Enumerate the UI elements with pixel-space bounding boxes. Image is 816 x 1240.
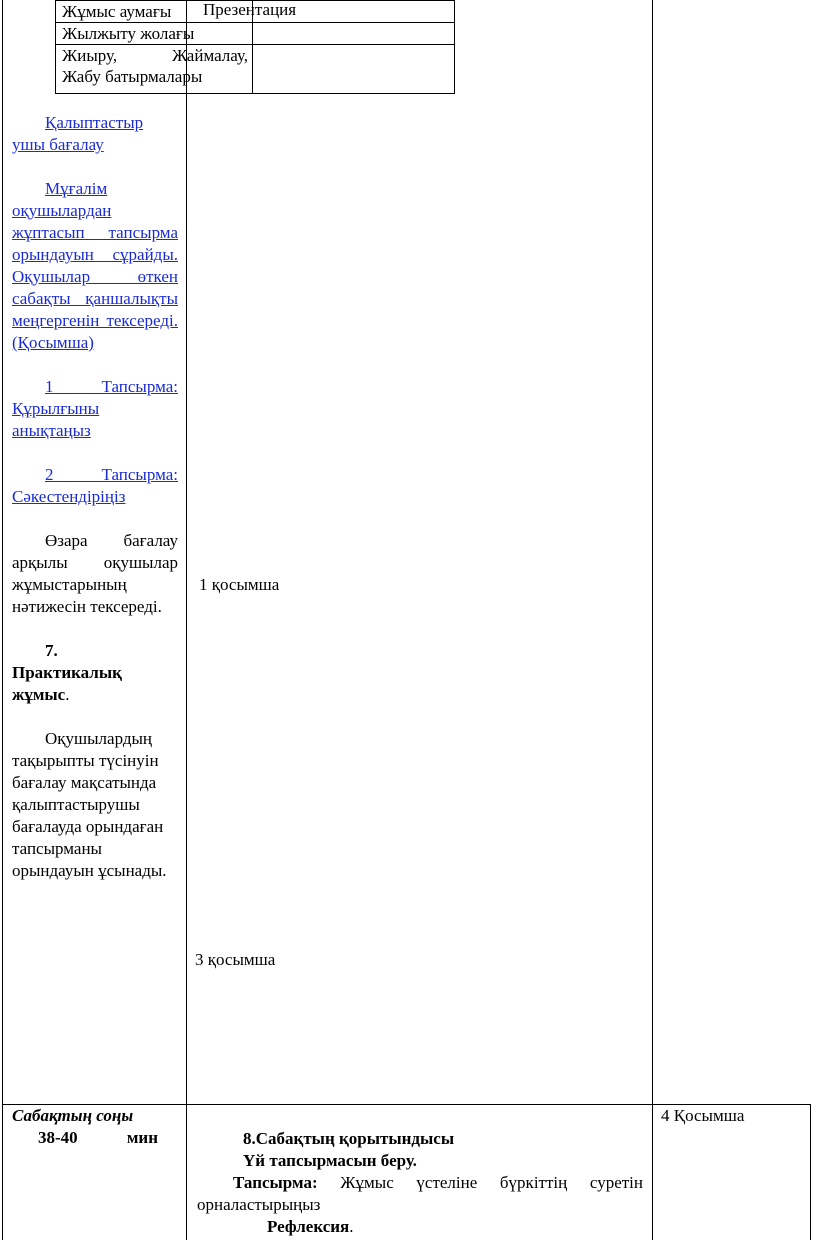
lesson-end-title: Сабақтың соңы	[12, 1106, 134, 1125]
left-column	[12, 112, 178, 904]
time-range: 38-40	[38, 1128, 78, 1147]
appendix1-label: 1 қосымша	[199, 575, 280, 594]
inner-cell-buttons-line2: Жабу батырмалары	[62, 67, 203, 86]
table-border-col2	[652, 0, 653, 1240]
appendix4-label: 4 Қосымша	[661, 1106, 745, 1125]
assessment-title-link[interactable]	[12, 112, 178, 156]
teacher-instruction-link[interactable]: Мұғалім оқушылардан жұптасып тапсырма орындауын сұрайды. Оқушылар өткен сабақты қаншалықты меңгергенін тексереді. (Қосымша)	[12, 179, 178, 352]
practical-heading	[12, 640, 178, 706]
table-row	[56, 45, 455, 94]
inner-cell-buttons	[56, 45, 253, 94]
inner-table	[55, 0, 455, 94]
inner-cell-buttons-line1: Жиыру, Жаймалау,	[62, 46, 248, 65]
task-label: Тапсырма:	[233, 1173, 318, 1192]
practical-title: Практикалық жұмыс	[12, 663, 122, 704]
table-border-right	[810, 1104, 811, 1240]
task-text: Жұмыс үстеліне бүркіттің суретін орналастырыңыз	[197, 1173, 643, 1214]
table-row	[56, 1, 455, 23]
inner-cell-scrollbar: Жылжыту жолағы	[56, 23, 253, 45]
task2-link[interactable]: 2 Тапсырма: Сәкестендіріңіз	[12, 465, 178, 506]
reflection-label: Рефлексия	[267, 1217, 350, 1236]
table-row	[56, 23, 455, 45]
conclusion-block	[197, 1128, 643, 1238]
reflection-dot: .	[349, 1217, 354, 1236]
inner-cell-presentation: Презентация	[253, 1, 455, 23]
appendix3-label: 3 қосымша	[195, 950, 276, 969]
conclusion-heading: 8.Сабақтың қорытындысы	[243, 1129, 455, 1148]
homework-heading: Үй тапсырмасын беру.	[243, 1151, 417, 1170]
inner-cell-workspace: Жұмыс аумағы	[56, 1, 253, 23]
reflection-heading	[267, 1216, 643, 1238]
task1-link[interactable]: 1 Тапсырма: Құрылғыны анықтаңыз	[12, 377, 178, 440]
practical-text: Оқушылардың тақырыпты түсінуін бағалау мақсатында қалыптастырушы бағалауда орындаған тапсырманы орындауын ұсынады.	[12, 729, 167, 880]
homework-task	[197, 1172, 643, 1216]
lesson-end-time	[38, 1128, 158, 1148]
practical-number: 7.	[45, 641, 58, 660]
peer-assessment-text: Өзара бағалау арқылы оқушылар жұмыстарының нәтижесін тексереді.	[12, 531, 178, 616]
time-unit: мин	[126, 1128, 158, 1147]
inner-cell-empty	[253, 23, 455, 45]
inner-cell-empty	[253, 45, 455, 94]
assessment-title-line1: Қалыптастыр	[45, 113, 144, 132]
table-row-divider	[2, 1104, 811, 1105]
table-border-col1	[186, 0, 187, 1240]
table-border-left	[2, 0, 3, 1240]
assessment-title-line2: ушы бағалау	[12, 135, 104, 154]
practical-dot: .	[65, 685, 70, 704]
